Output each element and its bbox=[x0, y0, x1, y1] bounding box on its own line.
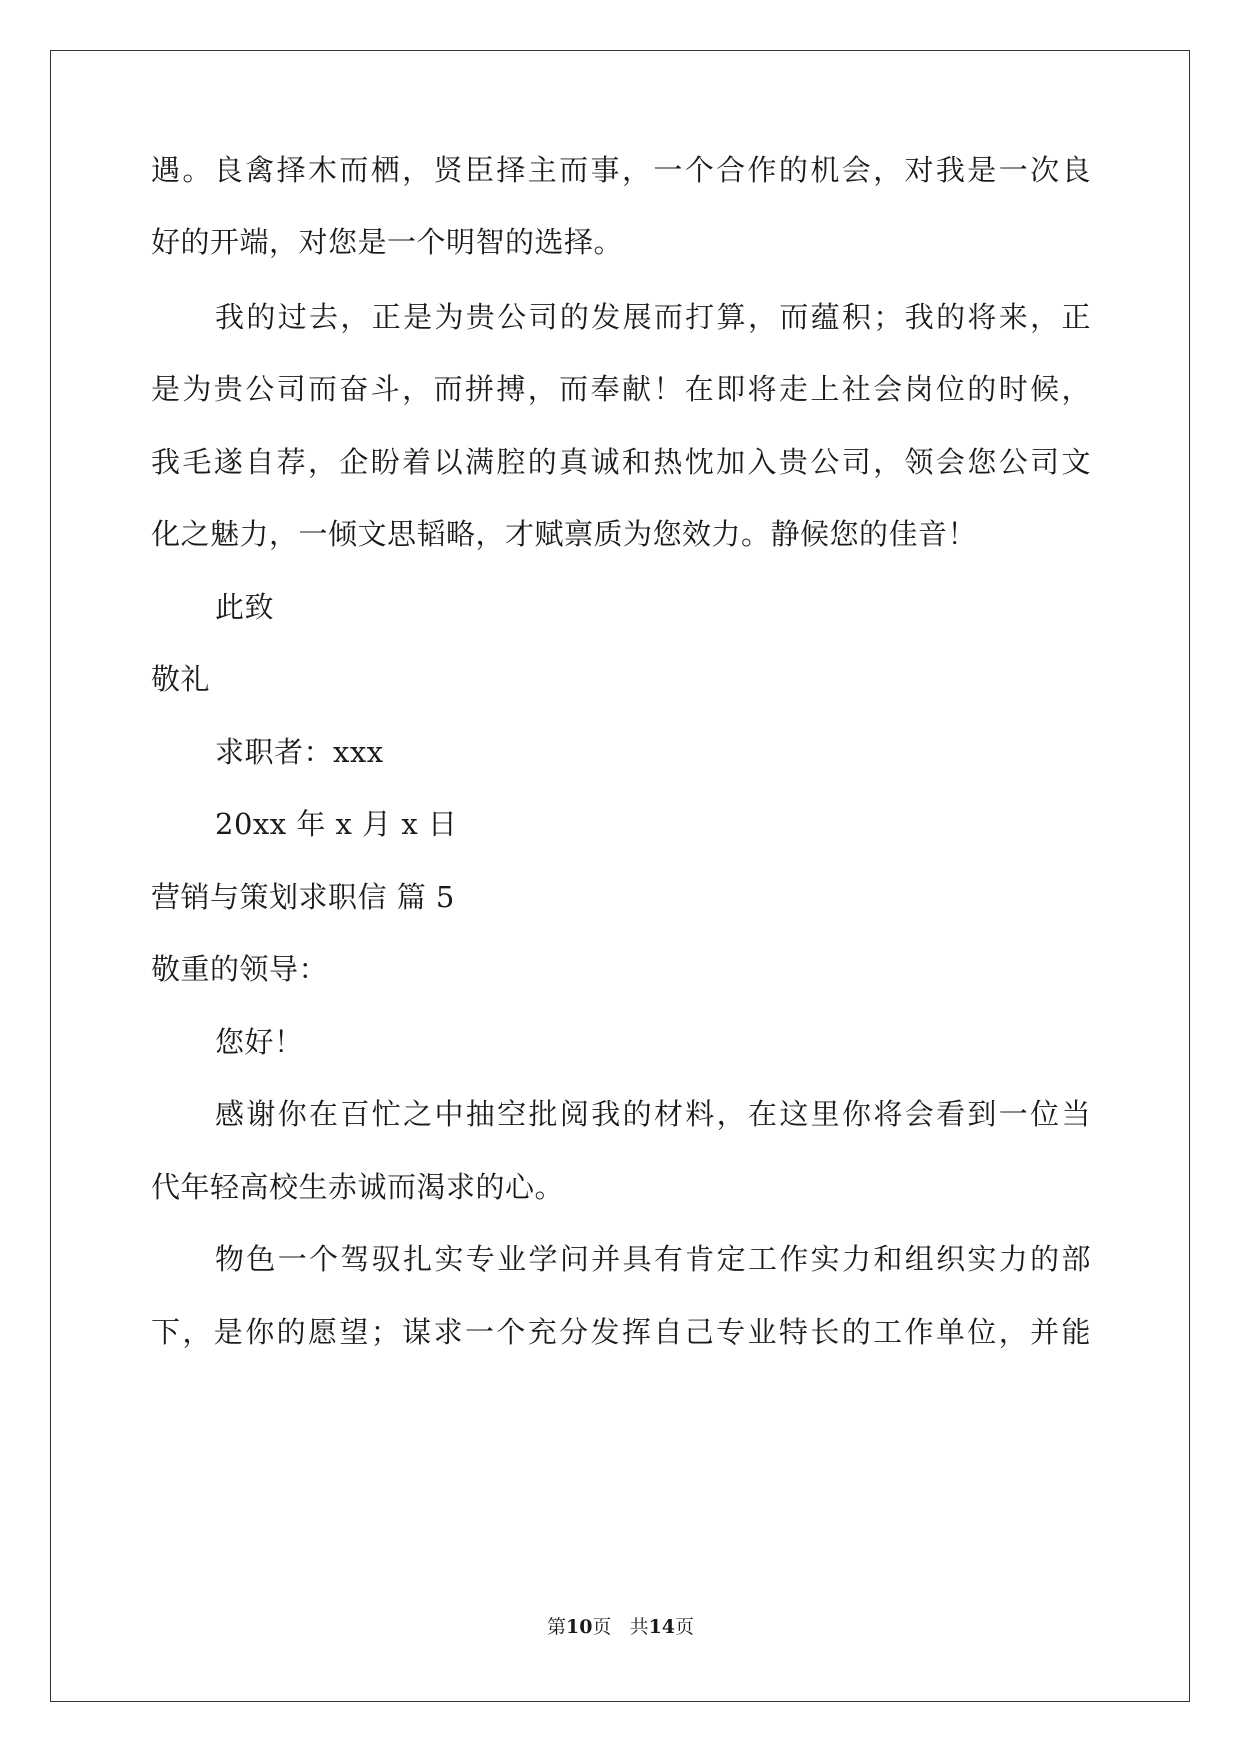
greeting-hello: 您好！ bbox=[215, 1025, 304, 1059]
text-line: 化之魅力，一倾文思韬略，才赋禀质为您效力。静候您的佳音！ bbox=[151, 517, 978, 551]
page-number: 10 bbox=[565, 1616, 593, 1638]
text-line: 物色一个驾驭扎实专业学问并具有肯定工作实力和组织实力的部 bbox=[215, 1242, 1091, 1276]
text-line: 代年轻高校生赤诚而渴求的心。 bbox=[151, 1170, 565, 1204]
footer-total-prefix: 共 bbox=[629, 1616, 649, 1638]
closing-salutation: 此致 bbox=[215, 590, 275, 624]
text-line: 是为贵公司而奋斗，而拼搏，而奉献！在即将走上社会岗位的时候， bbox=[151, 372, 1091, 406]
section-title: 营销与策划求职信 篇 5 bbox=[151, 880, 455, 914]
page-footer bbox=[0, 1614, 1241, 1640]
text-line: 遇。良禽择木而栖，贤臣择主而事，一个合作的机会，对我是一次良 bbox=[151, 153, 1091, 187]
text-line: 好的开端，对您是一个明智的选择。 bbox=[151, 225, 624, 259]
text-line: 感谢你在百忙之中抽空批阅我的材料，在这里你将会看到一位当 bbox=[215, 1097, 1091, 1131]
text-line: 我的过去，正是为贵公司的发展而打算，而蕴积；我的将来，正 bbox=[215, 300, 1091, 334]
text-line: 我毛遂自荐，企盼着以满腔的真诚和热忱加入贵公司，领会您公司文 bbox=[151, 445, 1091, 479]
applicant-signature: 求职者：xxx bbox=[215, 735, 384, 769]
footer-prefix: 第 bbox=[546, 1616, 566, 1638]
footer-page-word: 页 bbox=[592, 1616, 612, 1638]
footer-total-word: 页 bbox=[675, 1616, 695, 1638]
text-line: 下，是你的愿望；谋求一个充分发挥自己专业特长的工作单位，并能 bbox=[151, 1315, 1091, 1349]
greeting: 敬重的领导： bbox=[151, 952, 329, 986]
letter-date: 20xx 年 x 月 x 日 bbox=[215, 807, 458, 841]
total-pages: 14 bbox=[648, 1616, 676, 1638]
closing-regards: 敬礼 bbox=[151, 662, 211, 696]
